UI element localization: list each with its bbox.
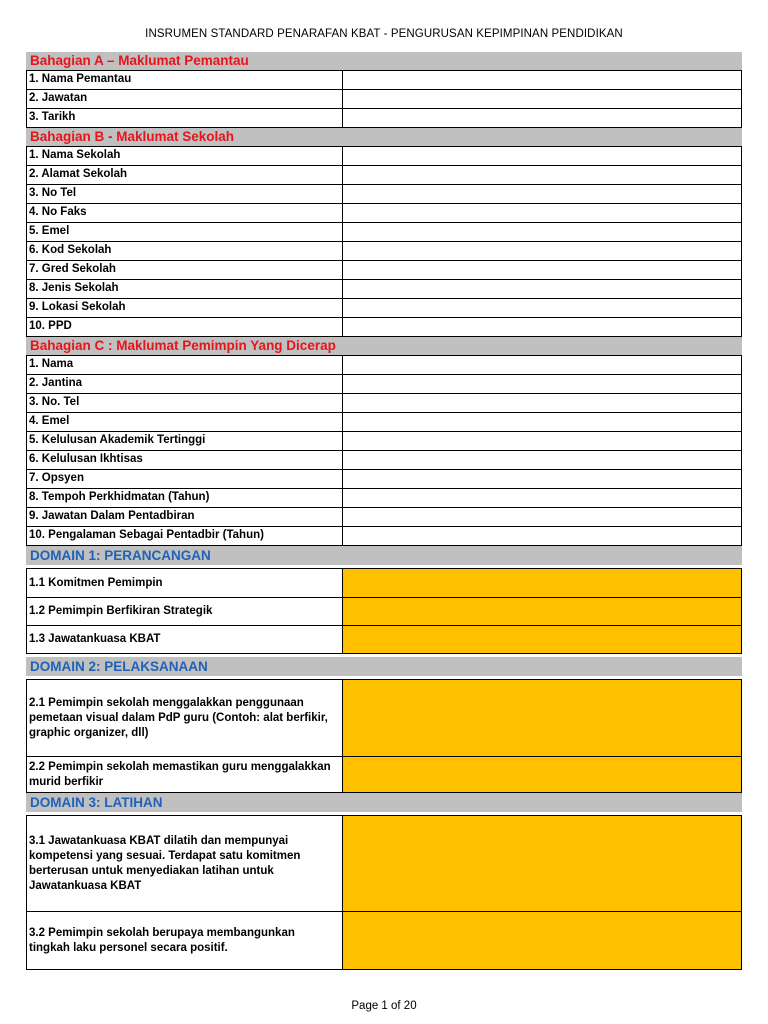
score-cell-2-1[interactable]	[343, 680, 741, 756]
table-row	[27, 71, 741, 90]
table-row	[27, 432, 741, 451]
table-row	[27, 680, 741, 757]
field-label: 1. Nama Pemantau	[27, 71, 343, 89]
score-cell-1-2[interactable]	[343, 598, 741, 625]
pengalaman-pentadbir-input[interactable]	[343, 527, 741, 545]
domain-1-table	[26, 568, 742, 654]
table-row	[27, 299, 741, 318]
field-label: 7. Gred Sekolah	[27, 261, 343, 279]
table-row	[27, 912, 741, 970]
field-label: 3. No. Tel	[27, 394, 343, 412]
section-b-table	[26, 146, 742, 337]
score-cell-3-1[interactable]	[343, 816, 741, 911]
jawatan-pentadbiran-input[interactable]	[343, 508, 741, 526]
kod-sekolah-input[interactable]	[343, 242, 741, 260]
kelulusan-akademik-input[interactable]	[343, 432, 741, 450]
kelulusan-ikhtisas-input[interactable]	[343, 451, 741, 469]
criterion-label: 1.1 Komitmen Pemimpin	[27, 569, 343, 597]
table-row	[27, 508, 741, 527]
no-tel-input[interactable]	[343, 185, 741, 203]
field-label: 8. Jenis Sekolah	[27, 280, 343, 298]
table-row	[27, 204, 741, 223]
gred-sekolah-input[interactable]	[343, 261, 741, 279]
criterion-label: 1.3 Jawatankuasa KBAT	[27, 626, 343, 653]
field-label: 4. Emel	[27, 413, 343, 431]
field-label: 10. PPD	[27, 318, 343, 336]
field-label: 2. Jawatan	[27, 90, 343, 108]
score-cell-2-2[interactable]	[343, 757, 741, 792]
tempoh-perkhidmatan-input[interactable]	[343, 489, 741, 507]
opsyen-input[interactable]	[343, 470, 741, 488]
tarikh-input[interactable]	[343, 109, 741, 127]
field-label: 7. Opsyen	[27, 470, 343, 488]
jawatan-input[interactable]	[343, 90, 741, 108]
field-label: 6. Kod Sekolah	[27, 242, 343, 260]
field-label: 3. No Tel	[27, 185, 343, 203]
table-row	[27, 451, 741, 470]
section-c-header: Bahagian C : Maklumat Pemimpin Yang Dicerap	[26, 337, 742, 355]
field-label: 1. Nama	[27, 356, 343, 374]
pemimpin-emel-input[interactable]	[343, 413, 741, 431]
table-row	[27, 527, 741, 546]
criterion-label: 1.2 Pemimpin Berfikiran Strategik	[27, 598, 343, 625]
criterion-label: 2.2 Pemimpin sekolah memastikan guru menggalakkan murid berfikir	[27, 757, 343, 792]
section-a-header: Bahagian A – Maklumat Pemantau	[26, 52, 742, 70]
table-row	[27, 109, 741, 128]
section-b-header: Bahagian B - Maklumat Sekolah	[26, 128, 742, 146]
page-number: Page 1 of 20	[351, 1000, 417, 1012]
table-row	[27, 242, 741, 261]
score-cell-1-1[interactable]	[343, 569, 741, 597]
criterion-label: 3.1 Jawatankuasa KBAT dilatih dan mempunyai kompetensi yang sesuai. Terdapat satu komitmen berterusan untuk menyediakan latihan untuk Jawatankuasa KBAT	[27, 816, 343, 911]
jantina-input[interactable]	[343, 375, 741, 393]
field-label: 5. Kelulusan Akademik Tertinggi	[27, 432, 343, 450]
field-label: 5. Emel	[27, 223, 343, 241]
lokasi-sekolah-input[interactable]	[343, 299, 741, 317]
ppd-input[interactable]	[343, 318, 741, 336]
table-row	[27, 816, 741, 912]
nama-sekolah-input[interactable]	[343, 147, 741, 165]
field-label: 1. Nama Sekolah	[27, 147, 343, 165]
no-faks-input[interactable]	[343, 204, 741, 222]
table-row	[27, 394, 741, 413]
table-row	[27, 569, 741, 598]
field-label: 2. Alamat Sekolah	[27, 166, 343, 184]
form-sheet	[26, 52, 742, 970]
criterion-label: 3.2 Pemimpin sekolah berupaya membangunkan tingkah laku personel secara positif.	[27, 912, 343, 969]
field-label: 2. Jantina	[27, 375, 343, 393]
domain-3-header: DOMAIN 3: LATIHAN	[26, 793, 742, 812]
document-title: INSRUMEN STANDARD PENARAFAN KBAT - PENGURUSAN KEPIMPINAN PENDIDIKAN	[145, 28, 623, 40]
score-cell-3-2[interactable]	[343, 912, 741, 969]
table-row	[27, 223, 741, 242]
nama-input[interactable]	[343, 356, 741, 374]
field-label: 6. Kelulusan Ikhtisas	[27, 451, 343, 469]
table-row	[27, 413, 741, 432]
table-row	[27, 375, 741, 394]
table-row	[27, 185, 741, 204]
pemimpin-no-tel-input[interactable]	[343, 394, 741, 412]
field-label: 10. Pengalaman Sebagai Pentadbir (Tahun)	[27, 527, 343, 545]
domain-3-table	[26, 815, 742, 970]
nama-pemantau-input[interactable]	[343, 71, 741, 89]
table-row	[27, 166, 741, 185]
field-label: 9. Jawatan Dalam Pentadbiran	[27, 508, 343, 526]
table-row	[27, 147, 741, 166]
table-row	[27, 261, 741, 280]
field-label: 3. Tarikh	[27, 109, 343, 127]
emel-input[interactable]	[343, 223, 741, 241]
table-row	[27, 489, 741, 508]
score-cell-1-3[interactable]	[343, 626, 741, 653]
table-row	[27, 356, 741, 375]
table-row	[27, 598, 741, 626]
section-c-table	[26, 355, 742, 546]
table-row	[27, 318, 741, 337]
table-row	[27, 757, 741, 793]
domain-2-table	[26, 679, 742, 793]
table-row	[27, 90, 741, 109]
alamat-sekolah-input[interactable]	[343, 166, 741, 184]
criterion-label: 2.1 Pemimpin sekolah menggalakkan penggunaan pemetaan visual dalam PdP guru (Contoh: alat berfikir, graphic organizer, dll)	[27, 680, 343, 756]
field-label: 9. Lokasi Sekolah	[27, 299, 343, 317]
section-a-table	[26, 70, 742, 128]
domain-1-header: DOMAIN 1: PERANCANGAN	[26, 546, 742, 565]
table-row	[27, 280, 741, 299]
table-row	[27, 626, 741, 654]
field-label: 8. Tempoh Perkhidmatan (Tahun)	[27, 489, 343, 507]
field-label: 4. No Faks	[27, 204, 343, 222]
table-row	[27, 470, 741, 489]
jenis-sekolah-input[interactable]	[343, 280, 741, 298]
domain-2-header: DOMAIN 2: PELAKSANAAN	[26, 657, 742, 676]
